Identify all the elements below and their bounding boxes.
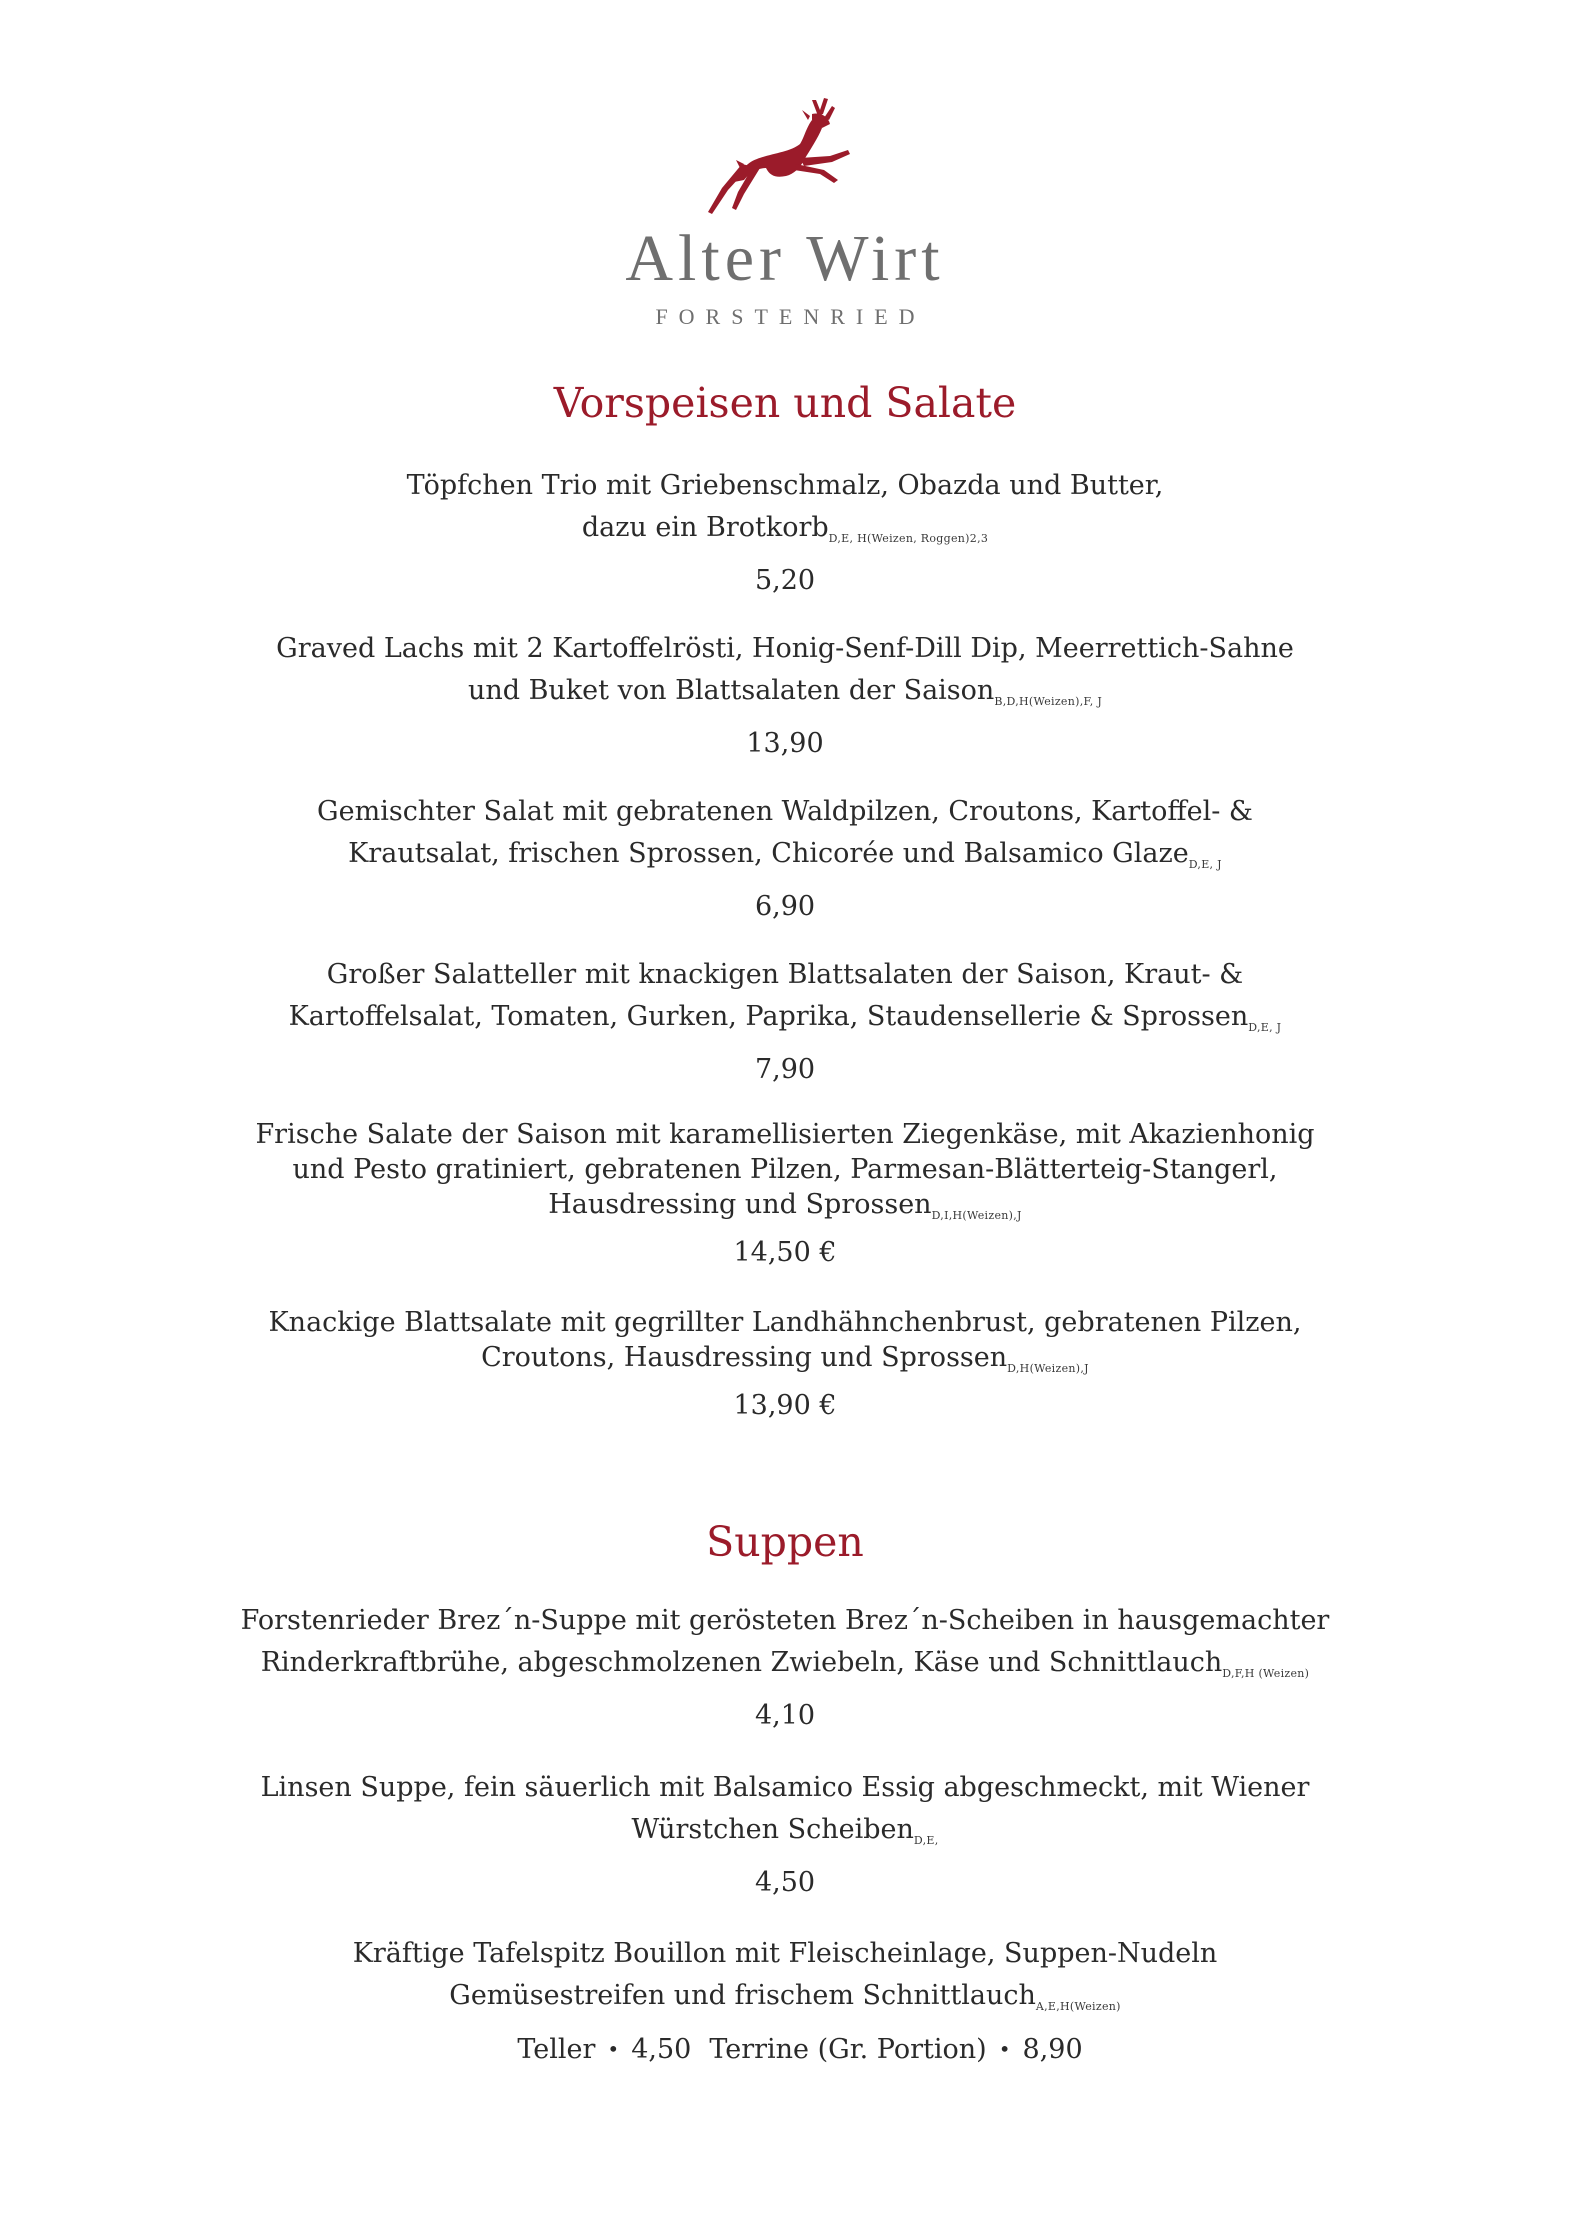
menu-item: [0, 791, 1570, 928]
menu-item: [0, 1305, 1570, 1426]
menu-item: [0, 1600, 1570, 1737]
item-description-line: Würstchen Scheiben$_{D,E,}$: [631, 1814, 939, 1847]
menu-item: [0, 954, 1570, 1091]
allergen-codes: D,F,H (Weizen): [1222, 1667, 1310, 1680]
section-title-suppen: Suppen: [706, 1518, 864, 1566]
item-price: 4,50: [754, 1867, 816, 1898]
item-description-line: Graved Lachs mit 2 Kartoffelrösti, Honig-Senf-Dill Dip, Meerrettich-Sahne: [276, 633, 1294, 664]
item-description-line: und Buket von Blattsalaten der Saison$_{B,D,H(Weizen),F, J}$: [467, 675, 1103, 708]
price-option-label: Teller: [517, 2034, 596, 2065]
item-description-line: Töpfchen Trio mit Griebenschmalz, Obazda und Butter,: [406, 470, 1164, 501]
item-description-line: Croutons, Hausdressing und Sprossen$_{D,H(Weizen),J}$: [481, 1342, 1089, 1375]
item-price: 4,10: [754, 1700, 816, 1731]
allergen-codes: D,E, J: [1188, 858, 1222, 871]
item-description-line: Hausdressing und Sprossen$_{D,I,H(Weizen),J}$: [548, 1189, 1022, 1222]
section-title-vorspeisen: Vorspeisen und Salate: [553, 379, 1017, 427]
item-price: 6,90: [754, 891, 816, 922]
item-description-line: Knackige Blattsalate mit gegrillter Landhähnchenbrust, gebratenen Pilzen,: [268, 1307, 1302, 1338]
allergen-codes: D,E, H(Weizen, Roggen)2,3: [828, 532, 989, 545]
allergen-codes: B,D,H(Weizen),F, J: [994, 695, 1103, 708]
item-description-line: Gemüsestreifen und frischem Schnittlauch$_{A,E,H(Weizen)}$: [449, 1980, 1121, 2013]
item-description-line: und Pesto gratiniert, gebratenen Pilzen, Parmesan-Blätterteig-Stangerl,: [292, 1154, 1278, 1185]
item-description-line: Krautsalat, frischen Sprossen, Chicorée und Balsamico Glaze$_{D,E, J}$: [348, 838, 1222, 871]
item-price: 13,90 €: [733, 1390, 837, 1421]
item-description-line: Linsen Suppe, fein säuerlich mit Balsamico Essig abgeschmeckt, mit Wiener: [260, 1772, 1310, 1803]
brand-subtitle: FORSTENRIED: [655, 304, 926, 329]
menu-item: [0, 1933, 1570, 2071]
item-description-line: Kartoffelsalat, Tomaten, Gurken, Paprika, Staudensellerie & Sprossen$_{D,E, J}$: [288, 1001, 1282, 1034]
allergen-codes: D,I,H(Weizen),J: [931, 1209, 1022, 1222]
item-description-line: Frische Salate der Saison mit karamellisierten Ziegenkäse, mit Akazienhonig: [255, 1119, 1315, 1150]
item-description-line: Gemischter Salat mit gebratenen Waldpilzen, Croutons, Kartoffel- &: [317, 796, 1253, 827]
item-price: 14,50 €: [733, 1237, 837, 1268]
item-description-line: Rinderkraftbrühe, abgeschmolzenen Zwiebeln, Käse und Schnittlauch$_{D,F,H (Weizen)}$: [260, 1647, 1310, 1680]
price-option-label: Terrine (Gr. Portion): [709, 2034, 987, 2065]
bullet-icon: •: [998, 2037, 1011, 2061]
item-price: 5,20: [754, 565, 816, 596]
price-option-price: 4,50: [631, 2034, 692, 2065]
allergen-codes: A,E,H(Weizen): [1035, 2000, 1121, 2013]
item-price: 13,90: [746, 728, 824, 759]
menu-item: [0, 628, 1570, 765]
allergen-codes: D,E,: [913, 1834, 939, 1847]
brand-logo: [0, 98, 1570, 328]
bullet-icon: •: [607, 2037, 620, 2061]
item-price: 7,90: [754, 1054, 816, 1085]
deer-icon: [700, 98, 870, 218]
item-description-line: Forstenrieder Brez´n-Suppe mit gerösteten Brez´n-Scheiben in hausgemachter: [240, 1605, 1330, 1636]
price-option-price: 8,90: [1022, 2034, 1083, 2065]
allergen-codes: D,H(Weizen),J: [1007, 1362, 1089, 1375]
item-description-line: Kräftige Tafelspitz Bouillon mit Fleischeinlage, Suppen-Nudeln: [352, 1938, 1218, 1969]
brand-name: Alter Wirt: [625, 222, 945, 295]
menu-item: [0, 465, 1570, 602]
item-description-line: Großer Salatteller mit knackigen Blattsalaten der Saison, Kraut- &: [326, 959, 1244, 990]
menu-item: [0, 1117, 1570, 1273]
item-description-line: dazu ein Brotkorb$_{D,E, H(Weizen, Roggen)2,3}$: [581, 512, 989, 545]
menu-item: [0, 1767, 1570, 1904]
allergen-codes: D,E, J: [1248, 1021, 1282, 1034]
item-price-options: [0, 2028, 1570, 2071]
